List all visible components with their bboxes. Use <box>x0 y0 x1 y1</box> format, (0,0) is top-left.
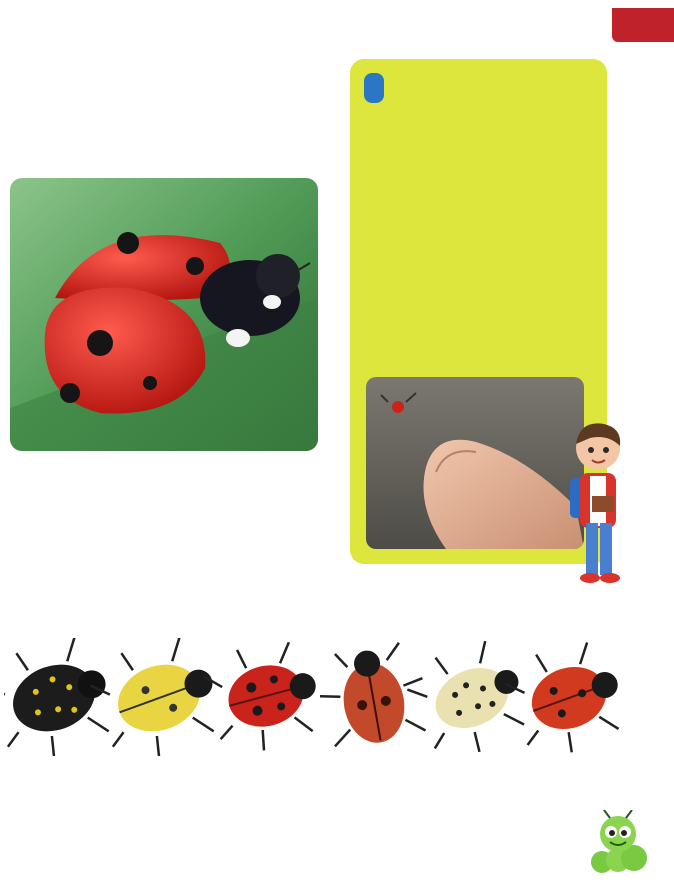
cream-black-spotted-ladybug <box>400 638 539 756</box>
page-number <box>612 8 674 42</box>
brown-orange-ladybug <box>313 640 432 752</box>
dotted-border-bottom <box>0 829 640 889</box>
ladybug-photo <box>10 178 318 451</box>
yellow-ladybug <box>84 638 231 756</box>
red-black-spotted-ladybug <box>199 638 328 756</box>
ladybug-varieties-illustration <box>4 638 620 756</box>
caterpillar-illustration <box>588 810 654 880</box>
red-seven-spot-ladybug <box>500 638 620 756</box>
did-you-know-title <box>364 73 384 103</box>
dotted-border-top <box>0 0 610 40</box>
cartoon-boy-illustration <box>560 418 630 590</box>
black-yellow-spotted-ladybug <box>4 638 124 756</box>
finger-ladybug-photo <box>366 377 584 549</box>
